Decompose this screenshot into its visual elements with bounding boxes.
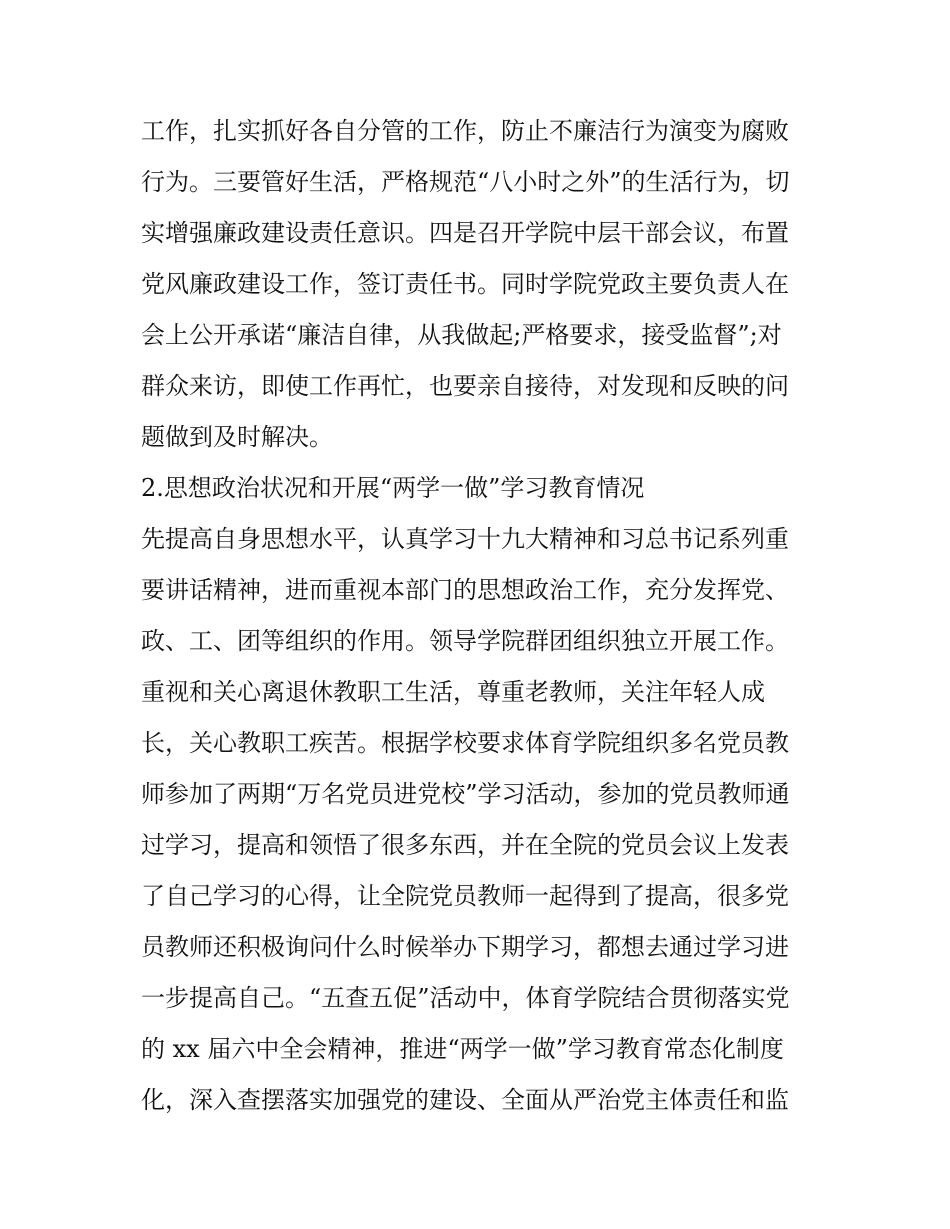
text-line: 先提高自身思想水平，认真学习十九大精神和习总书记系列重 — [141, 525, 789, 553]
section-heading: 2.思想政治状况和开展“两学一做”学习教育情况 — [141, 474, 645, 502]
text-line: 会上公开承诺“廉洁自律，从我做起;严格要求，接受监督”;对 — [141, 321, 782, 349]
text-line: 了自己学习的心得，让全院党员教师一起得到了提高，很多党 — [141, 882, 789, 910]
text-line: 实增强廉政建设责任意识。四是召开学院中层干部会议，布置 — [141, 219, 789, 247]
text-line: 要讲话精神，进而重视本部门的思想政治工作，充分发挥党、 — [141, 576, 789, 604]
text-line: 工作，扎实抓好各自分管的工作，防止不廉洁行为演变为腐败 — [141, 117, 789, 145]
text-line: 行为。三要管好生活，严格规范“八小时之外”的生活行为，切 — [141, 168, 790, 196]
text-line: 过学习，提高和领悟了很多东西，并在全院的党员会议上发表 — [141, 831, 789, 859]
text-line: 员教师还积极询问什么时候举办下期学习，都想去通过学习进 — [141, 933, 789, 961]
text-line: 师参加了两期“万名党员进党校”学习活动，参加的党员教师通 — [141, 780, 790, 808]
text-line: 化，深入查摆落实加强党的建设、全面从严治党主体责任和监 — [141, 1086, 789, 1114]
text-line: 重视和关心离退休教职工生活，尊重老教师，关注年轻人成 — [141, 678, 765, 706]
text-line: 政、工、团等组织的作用。领导学院群团组织独立开展工作。 — [141, 627, 789, 655]
text-line: 题做到及时解决。 — [141, 423, 333, 451]
text-line: 长，关心教职工疾苦。根据学校要求体育学院组织多名党员教 — [141, 729, 789, 757]
text-line: 党风廉政建设工作，签订责任书。同时学院党政主要负责人在 — [141, 270, 789, 298]
text-line: 一步提高自己。“五查五促”活动中，体育学院结合贯彻落实党 — [141, 984, 790, 1012]
text-line: 群众来访，即使工作再忙，也要亲自接待，对发现和反映的问 — [141, 372, 789, 400]
text-line: 的 xx 届六中全会精神，推进“两学一做”学习教育常态化制度 — [141, 1035, 784, 1063]
body-text — [141, 106, 821, 1126]
